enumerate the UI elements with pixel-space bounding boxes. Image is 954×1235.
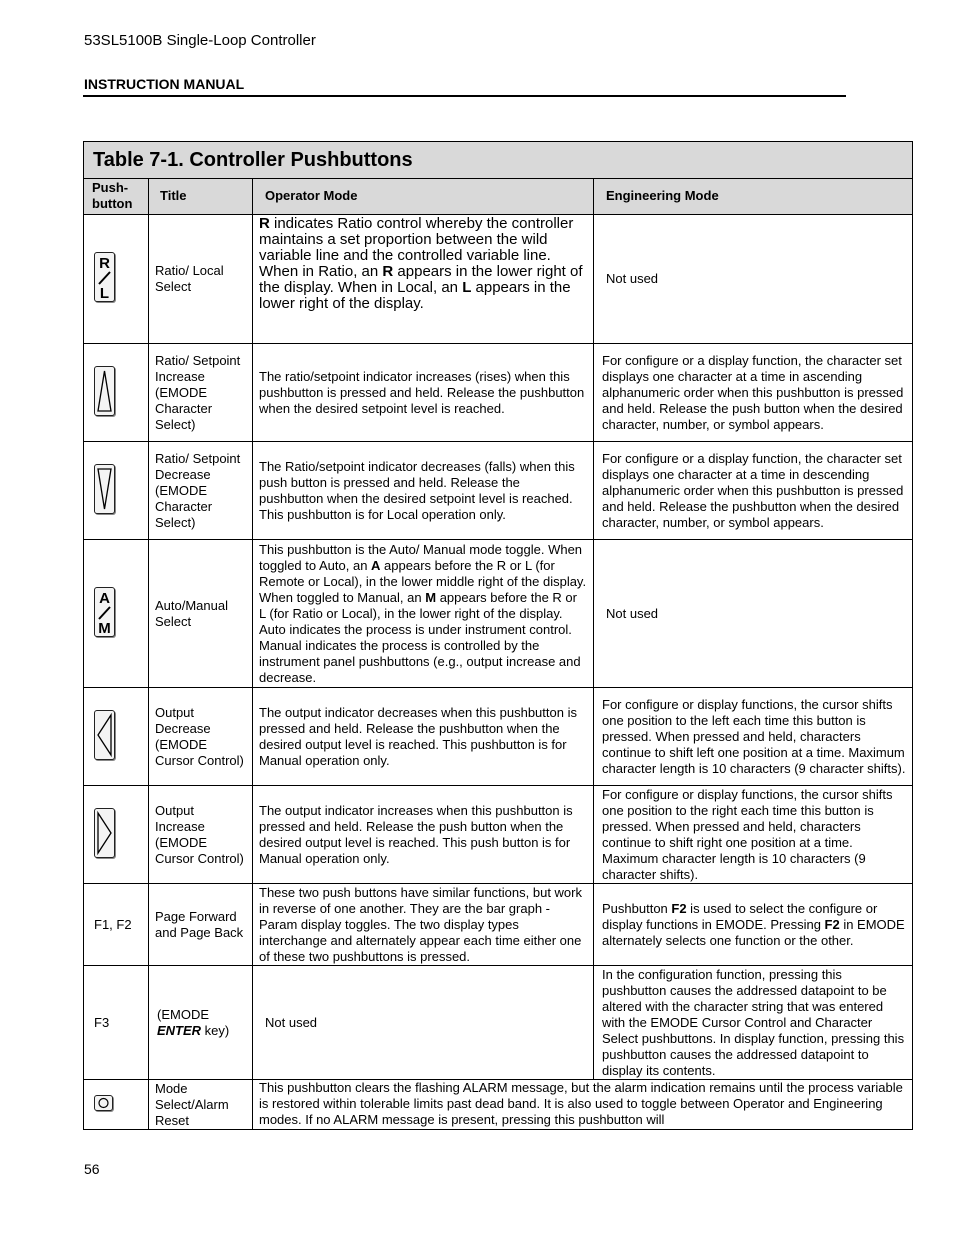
operator-cell: This pushbutton is the Auto/ Manual mode toggle. When toggled to Auto, an A appears before the R or L (for Remote or Local), in the lower middle right of the display. When toggled to Manual, an M appears before the R or L (for Ratio or Local), in the lower right of the display. Auto indicates the process is under instrument control. Manual indicates the process is controlled by the instrument panel pushbuttons (e.g., output increase and decrease. [253, 540, 594, 688]
operator-cell: R indicates Ratio control whereby the controller maintains a set proportion between the wild variable line and the controlled variable line. When in Ratio, an R appears in the lower right of the display. When in Local, an L appears in the lower right of the display. [253, 215, 594, 344]
pushbuttons-table [83, 141, 913, 1130]
table-header-row [84, 179, 913, 215]
table-row [84, 884, 913, 966]
title-cell: Output Increase (EMODE Cursor Control) [149, 786, 253, 884]
title-cell: Output Decrease (EMODE Cursor Control) [149, 688, 253, 786]
pushbutton-cell [84, 442, 149, 540]
table-row [84, 966, 913, 1080]
header-rule [83, 95, 846, 97]
table-caption: Table 7-1. Controller Pushbuttons [84, 142, 913, 179]
title-cell: (EMODE ENTER key) [149, 966, 253, 1080]
right-arrow-key-icon [94, 808, 115, 858]
operator-cell: These two push buttons have similar functions, but work in reverse of one another. They are the bar graph - Param display toggles. The two display types interchange and alternately appear each time either one of these two pushbuttons is pressed. [253, 884, 594, 966]
pushbutton-cell [84, 688, 149, 786]
pushbutton-cell: F1, F2 [84, 884, 149, 966]
up-arrow-key-icon [94, 366, 115, 416]
title-cell: Ratio/ Setpoint Increase (EMODE Character Select) [149, 344, 253, 442]
pushbutton-cell [84, 786, 149, 884]
key-letter-a: A [99, 589, 110, 607]
left-arrow-key-icon [94, 710, 115, 760]
pushbutton-cell [84, 344, 149, 442]
operator-cell: The ratio/setpoint indicator increases (rises) when this pushbutton is pressed and held. Release the pushbutton when the desired setpoint level is reached. [253, 344, 594, 442]
operator-cell: The output indicator increases when this pushbutton is pressed and held. Release the push button when the desired output level is reached. This push button is for Manual operation only. [253, 786, 594, 884]
mode-key-icon [94, 1095, 113, 1111]
down-arrow-key-icon [94, 464, 115, 514]
col-header-operator: Operator Mode [253, 179, 594, 215]
table-row [84, 540, 913, 688]
operator-cell: Not used [253, 966, 594, 1080]
pushbutton-cell [84, 540, 149, 688]
operator-cell: The Ratio/setpoint indicator decreases (falls) when this push button is pressed and held. Release the pushbutton when the desired setpoint level is reached. This pushbutton is for Local operation only. [253, 442, 594, 540]
section-title: INSTRUCTION MANUAL [84, 76, 245, 92]
col-header-engineering: Engineering Mode [594, 179, 913, 215]
title-cell: Page Forward and Page Back [149, 884, 253, 966]
title-cell: Mode Select/Alarm Reset [149, 1080, 253, 1130]
title-cell: Ratio/ Setpoint Decrease (EMODE Character Select) [149, 442, 253, 540]
key-letter-m: M [98, 619, 111, 636]
col-header-pushbutton: Push-button [84, 179, 149, 215]
table-row [84, 442, 913, 540]
document-title: 53SL5100B Single-Loop Controller [84, 32, 316, 49]
key-letter-l: L [99, 285, 110, 301]
table-row [84, 786, 913, 884]
engineering-cell: For configure or a display function, the character set displays one character at a time in descending alphanumeric order when this pushbutton is pressed and held. Release the pushbutton when the desired character, number, or symbol appears. [594, 442, 913, 540]
pushbutton-cell [84, 215, 149, 344]
auto-manual-key-icon [94, 587, 115, 637]
engineering-cell: Pushbutton F2 is used to select the configure or display functions in EMODE. Pressing F2 in EMODE alternately selects one function or the other. [594, 884, 913, 966]
engineering-cell: For configure or a display function, the character set displays one character at a time in ascending alphanumeric order when this pushbutton is pressed and held. Release the push button when the desired character, number, or symbol appears. [594, 344, 913, 442]
pushbutton-cell: F3 [84, 966, 149, 1080]
engineering-cell: For configure or display functions, the cursor shifts one position to the right each time this button is pressed. When pressed and held, characters continue to shift right one position at a time. Maximum character length is 10 characters (9 character shifts). [594, 786, 913, 884]
table-row [84, 1080, 913, 1130]
col-header-title: Title [149, 179, 253, 215]
operator-cell: The output indicator decreases when this pushbutton is pressed and held. Release the pushbutton when the desired output level is reached. This pushbutton is for Manual operation only. [253, 688, 594, 786]
title-cell: Auto/Manual Select [149, 540, 253, 688]
table-row [84, 344, 913, 442]
engineering-cell: Not used [594, 215, 913, 344]
ratio-local-key-icon [94, 252, 115, 302]
page-number: 56 [84, 1161, 100, 1177]
key-letter-r: R [99, 255, 110, 272]
pushbutton-cell [84, 1080, 149, 1130]
engineering-cell: For configure or display functions, the cursor shifts one position to the left each time this button is pressed. When pressed and held, characters continue to shift left one position at a time. Maximum character length is 10 characters (9 character shifts). [594, 688, 913, 786]
table-row [84, 215, 913, 344]
engineering-cell: Not used [594, 540, 913, 688]
title-cell: Ratio/ Local Select [149, 215, 253, 344]
engineering-cell: In the configuration function, pressing this pushbutton causes the addressed datapoint to be altered with the character string that was entered with the EMODE Cursor Control and Character Select pushbuttons. In display function, pressing this pushbutton causes the addressed datapoint to display its contents. [594, 966, 913, 1080]
operator-engineering-cell: This pushbutton clears the flashing ALARM message, but the alarm indication remains until the process variable is restored within tolerable limits past dead band. It is also used to toggle between Operator and Engineering modes. If no ALARM message is present, pressing this pushbutton will [253, 1080, 913, 1130]
table-row [84, 688, 913, 786]
